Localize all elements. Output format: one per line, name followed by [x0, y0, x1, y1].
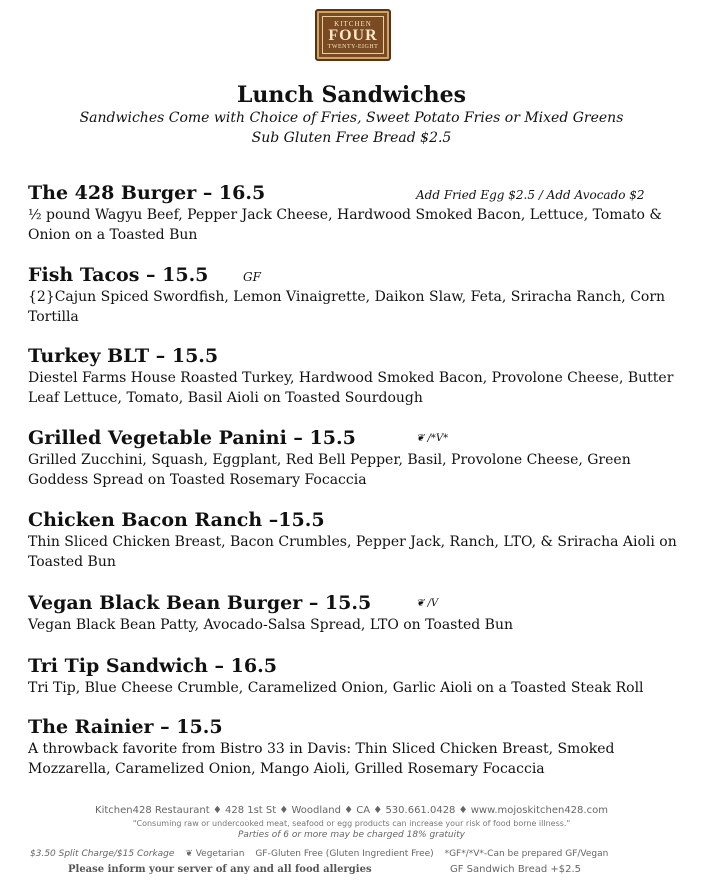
logo-line2: FOUR	[328, 27, 378, 44]
menu-title: Lunch Sandwiches	[236, 82, 467, 108]
item-description: Grilled Zucchini, Squash, Eggplant, Red Bell Pepper, Basil, Provolone Cheese, Green Goddess Spread on Toasted Rosemary Focaccia	[28, 452, 631, 488]
menu-item-grilled-vegetable-panini	[28, 427, 678, 490]
footer-gfv-key: *GF*/*V*-Can be prepared GF/Vegan	[444, 849, 609, 859]
footer-address: Kitchen428 Restaurant ♦ 428 1st St ♦ Woodland ♦ CA ♦ 530.661.0428 ♦ www.mojoskitchen428.com	[95, 805, 608, 816]
menu-item-chicken-bacon-ranch	[28, 509, 678, 572]
footer-allergy-notice: Please inform your server of any and all food allergies	[68, 864, 372, 875]
footer-gf-bread-price: GF Sandwich Bread +$2.5	[450, 864, 582, 875]
item-name: The Rainier – 15.5	[28, 716, 223, 738]
item-description: Vegan Black Bean Patty, Avocado-Salsa Spread, LTO on Toasted Bun	[28, 617, 513, 633]
footer-corkage: $3.50 Split Charge/$15 Corkage	[30, 849, 175, 859]
logo-line1: KITCHEN	[334, 20, 372, 28]
footer-legend	[30, 849, 690, 859]
item-description: {2}Cajun Spiced Swordfish, Lemon Vinaigrette, Daikon Slaw, Feta, Sriracha Ranch, Corn Tortilla	[28, 289, 666, 325]
menu-item-fish-tacos	[28, 264, 678, 327]
footer-gratuity: Parties of 6 or more may be charged 18% gratuity	[238, 830, 465, 840]
menu-subtitle-gf-bread: Sub Gluten Free Bread $2.5	[251, 130, 452, 146]
footer-vegetarian-key: ❦ Vegetarian	[185, 849, 245, 859]
item-name: Tri Tip Sandwich – 16.5	[28, 655, 277, 677]
footer-food-warning: "Consuming raw or undercooked meat, seafood or egg products can increase your risk of food borne illness."	[132, 819, 571, 828]
item-description: ½ pound Wagyu Beef, Pepper Jack Cheese, Hardwood Smoked Bacon, Lettuce, Tomato & Onion on a Toasted Bun	[28, 207, 662, 243]
item-description: Tri Tip, Blue Cheese Crumble, Caramelized Onion, Garlic Aioli on a Toasted Steak Roll	[28, 680, 644, 696]
item-addon-note: Add Fried Egg $2.5 / Add Avocado $2	[416, 188, 645, 202]
logo-line3: TWENTY-EIGHT	[327, 44, 379, 50]
item-name: Grilled Vegetable Panini – 15.5	[28, 427, 356, 449]
item-description: Diestel Farms House Roasted Turkey, Hardwood Smoked Bacon, Provolone Cheese, Butter Leaf Lettuce, Tomato, Basil Aioli on Toasted Sourdough	[28, 370, 674, 406]
item-description: A throwback favorite from Bistro 33 in Davis: Thin Sliced Chicken Breast, Smoked Mozzarella, Caramelized Onion, Mango Aioli, Grilled Rosemary Focaccia	[28, 741, 615, 777]
menu-item-vegan-black-bean-burger	[28, 592, 678, 635]
item-description: Thin Sliced Chicken Breast, Bacon Crumbles, Pepper Jack, Ranch, LTO, & Sriracha Aioli on Toasted Bun	[28, 534, 677, 570]
menu-subtitle-sides: Sandwiches Come with Choice of Fries, Sweet Potato Fries or Mixed Greens	[79, 110, 624, 126]
item-name: Turkey BLT – 15.5	[28, 345, 219, 367]
item-name: Fish Tacos – 15.5	[28, 264, 209, 286]
item-name: The 428 Burger – 16.5	[28, 182, 266, 204]
menu-item-428-burger	[28, 182, 678, 245]
item-diet-tag: GF	[243, 270, 261, 284]
menu-item-turkey-blt	[28, 345, 678, 408]
item-diet-tag: ❦ /*V*	[416, 433, 449, 444]
item-name: Chicken Bacon Ranch –15.5	[28, 509, 325, 531]
menu-item-tri-tip-sandwich	[28, 655, 678, 698]
item-diet-tag: ❦ /V	[416, 598, 439, 609]
logo-frame	[322, 16, 384, 54]
item-name: Vegan Black Bean Burger – 15.5	[28, 592, 372, 614]
footer-gf-key: GF-Gluten Free (Gluten Ingredient Free)	[255, 849, 434, 859]
menu-item-the-rainier	[28, 716, 678, 779]
restaurant-logo	[315, 9, 391, 61]
